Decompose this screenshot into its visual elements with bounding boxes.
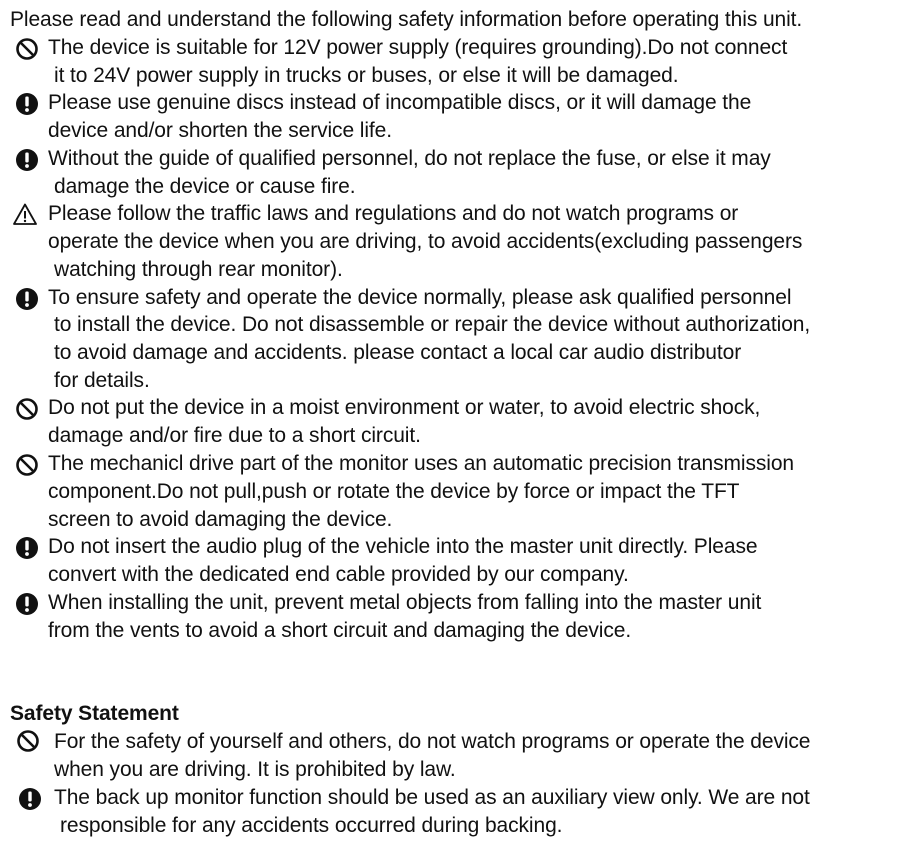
exclamation-icon — [15, 92, 39, 116]
item-line: damage the device or cause fire. — [54, 175, 356, 198]
item-line: when you are driving. It is prohibited by law. — [54, 758, 456, 781]
warning-triangle-icon — [13, 202, 37, 226]
item-line: device and/or shorten the service life. — [48, 119, 392, 142]
item-line: it to 24V power supply in trucks or buses, or else it will be damaged. — [54, 64, 679, 87]
item-line: To ensure safety and operate the device normally, please ask qualified personnel — [48, 286, 792, 309]
intro-text: Please read and understand the following safety information before operating this unit. — [10, 8, 803, 31]
item-line: screen to avoid damaging the device. — [48, 508, 393, 531]
exclamation-icon — [15, 148, 39, 172]
item-line: from the vents to avoid a short circuit and damaging the device. — [48, 619, 632, 642]
item-line: operate the device when you are driving, to avoid accidents(excluding passengers — [48, 230, 803, 253]
item-line: Please follow the traffic laws and regulations and do not watch programs or — [48, 202, 739, 225]
item-line: to avoid damage and accidents. please contact a local car audio distributor — [54, 341, 742, 364]
item-line: When installing the unit, prevent metal objects from falling into the master unit — [48, 591, 762, 614]
item-line: convert with the dedicated end cable provided by our company. — [48, 563, 629, 586]
item-line: damage and/or fire due to a short circuit. — [48, 424, 421, 447]
item-line: The mechanicl drive part of the monitor uses an automatic precision transmission — [48, 452, 795, 475]
exclamation-icon — [15, 592, 39, 616]
safety-statement-heading: Safety Statement — [10, 702, 179, 725]
exclamation-icon — [15, 287, 39, 311]
item-line: responsible for any accidents occurred during backing. — [60, 814, 563, 837]
item-line: Do not insert the audio plug of the vehicle into the master unit directly. Please — [48, 535, 758, 558]
item-line: Do not put the device in a moist environment or water, to avoid electric shock, — [48, 396, 761, 419]
item-line: watching through rear monitor). — [54, 258, 343, 281]
prohibited-icon — [15, 453, 39, 477]
item-line: Without the guide of qualified personnel, do not replace the fuse, or else it may — [48, 147, 771, 170]
exclamation-icon — [15, 536, 39, 560]
item-line: Please use genuine discs instead of incompatible discs, or it will damage the — [48, 91, 752, 114]
prohibited-icon — [15, 397, 39, 421]
item-line: For the safety of yourself and others, do not watch programs or operate the device — [54, 730, 811, 753]
item-line: The device is suitable for 12V power supply (requires grounding).Do not connect — [48, 36, 788, 59]
prohibited-icon — [16, 729, 40, 753]
item-line: The back up monitor function should be used as an auxiliary view only. We are not — [54, 786, 810, 809]
prohibited-icon — [15, 37, 39, 61]
item-line: to install the device. Do not disassemble or repair the device without authorization, — [54, 313, 811, 336]
item-line: component.Do not pull,push or rotate the device by force or impact the TFT — [48, 480, 740, 503]
exclamation-icon — [18, 787, 42, 811]
item-line: for details. — [54, 369, 150, 392]
